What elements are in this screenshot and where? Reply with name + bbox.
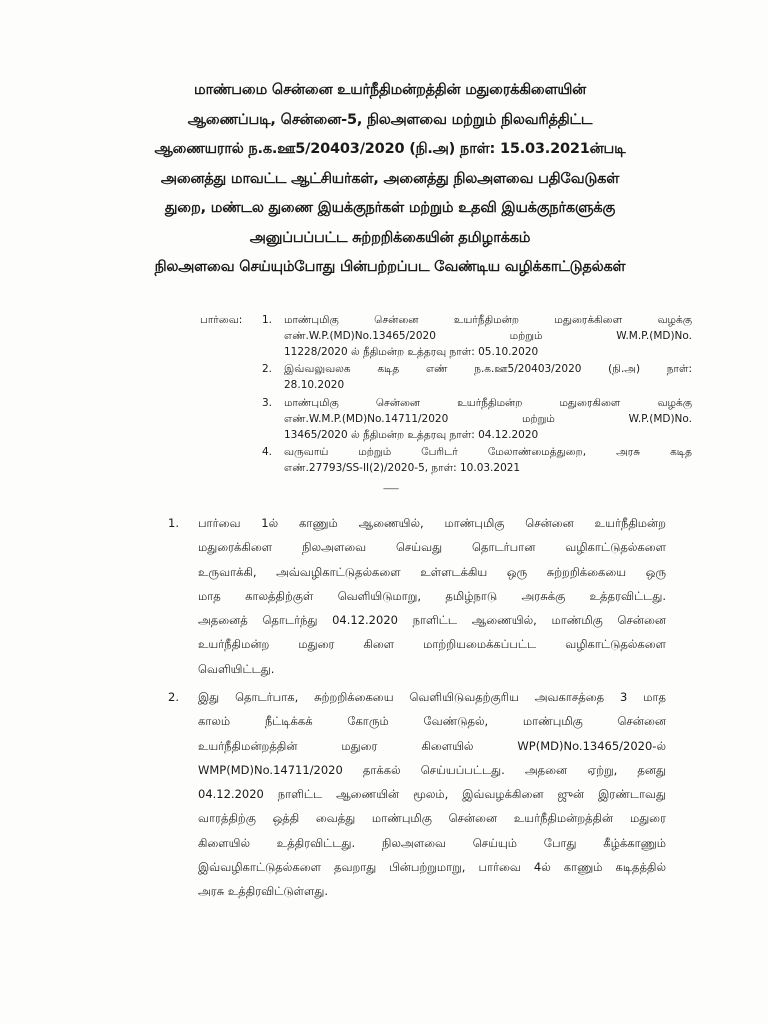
reference-line: வருவாய் மற்றும் பேரிடர் மேலாண்மைத்துறை, அரசு கடித	[284, 446, 692, 459]
reference-line: 11228/2020 ல் நீதிமன்ற உத்தரவு நாள்: 05.10.2020	[284, 345, 539, 358]
paragraph-line: காலம் நீட்டிக்கக் கோரும் வேண்டுதல், மாண்புமிகு சென்னை	[198, 714, 666, 729]
paragraph-line: பார்வை 1ல் காணும் ஆணையில், மாண்புமிகு சென்னை உயர்நீதிமன்ற	[198, 516, 666, 530]
reference-number: 3.	[262, 396, 273, 409]
reference-number: 1.	[262, 314, 273, 326]
references-list	[262, 313, 692, 479]
title-line: நிலஅளவை செய்யும்போது பின்பற்றப்பட வேண்டிய வழிக்காட்டுதல்கள்	[154, 259, 626, 275]
paragraph-line: உருவாக்கி, அவ்வழிகாட்டுதல்களை உள்ளடக்கிய ஒரு சுற்றறிக்கையை ஒரு	[198, 564, 666, 579]
title-line: ஆணைப்படி, சென்னை-5, நிலஅளவை மற்றும் நிலவரித்திட்ட	[187, 111, 593, 128]
paragraph-line: உயர்நீதிமன்றத்தின் மதுரை கிளையில் WP(MD)No.13465/2020-ல்	[198, 738, 666, 753]
document-title	[120, 76, 660, 283]
reference-line: 13465/2020 ல் நீதிமன்ற உத்தரவு நாள்: 04.12.2020	[284, 428, 539, 441]
title-line: அனுப்பப்பட்ட சுற்றறிக்கையின் தமிழாக்கம்	[249, 229, 531, 246]
title-line: துறை, மண்டல துணை இயக்குநர்கள் மற்றும் உதவி இயக்குநர்களுக்கு	[164, 200, 616, 216]
reference-number: 2.	[262, 363, 273, 376]
section-divider: --------	[383, 484, 399, 493]
reference-line: இவ்வலுவலக கடித எண் ந.க.ஊ5/20403/2020 (நி.அ) நாள்:	[284, 363, 692, 376]
paragraph-line: இது தொடர்பாக, சுற்றறிக்கையை வெளியிடுவதற்குரிய அவகாசத்தை 3 மாத	[198, 690, 666, 704]
title-line: மாண்பமை சென்னை உயர்நீதிமன்றத்தின் மதுரைக்கிளையின்	[193, 82, 587, 98]
references-label: பார்வை:	[200, 314, 243, 326]
paragraph-line: அதனைத் தொடர்ந்து 04.12.2020 நாளிட்ட ஆணையில், மாண்மிகு சென்னை	[198, 613, 666, 628]
paragraph-line: கிளையில் உத்திரவிட்டது. நிலஅளவை செய்யும் போது கீழ்க்காணும்	[198, 835, 666, 850]
reference-line: எண்.27793/SS-II(2)/2020-5, நாள்: 10.03.2021	[284, 462, 521, 475]
reference-line: எண்.W.M.P.(MD)No.14711/2020 மற்றும் W.P.(MD)No.	[284, 412, 692, 425]
title-line: அனைத்து மாவட்ட ஆட்சியர்கள், அனைத்து நிலஅளவை பதிவேடுகள்	[160, 170, 620, 187]
paragraph-number: 1.	[168, 516, 179, 530]
reference-item	[262, 396, 692, 443]
reference-line: எண்.W.P.(MD)No.13465/2020 மற்றும் W.M.P.(MD)No.	[284, 329, 692, 342]
reference-item	[262, 313, 692, 360]
paragraph-line: வாரத்திற்கு ஒத்தி வைத்து மாண்புமிகு சென்னை உயர்நீதிமன்றத்தின் மதுரை	[198, 811, 666, 826]
paragraph-line: உயர்நீதிமன்ற மதுரை கிளை மாற்றியமைக்கப்பட்ட வழிகாட்டுதல்களை	[198, 637, 666, 652]
reference-item	[262, 362, 692, 394]
paragraph-line: மாத காலத்திற்குள் வெளியிடுமாறு, தமிழ்நாடு அரசுக்கு உத்தரவிட்டது.	[198, 588, 666, 603]
paragraph-line: அரசு உத்திரவிட்டுள்ளது.	[198, 884, 329, 899]
paragraph-line: வெளியிட்டது.	[198, 661, 275, 676]
paragraph-line: மதுரைக்கிளை நிலஅளவை செய்வது தொடர்பான வழிகாட்டுதல்களை	[198, 540, 666, 555]
reference-line: 28.10.2020	[284, 379, 345, 392]
reference-number: 4.	[262, 446, 273, 459]
reference-line: மாண்புமிகு சென்னை உயர்நீதிமன்ற மதுரைக்கிளை வழக்கு	[284, 314, 692, 326]
paragraph-number: 2.	[168, 690, 179, 704]
paragraph-body	[198, 685, 666, 904]
paragraph-line: 04.12.2020 நாளிட்ட ஆணையின் மூலம், இவ்வழக்கினை ஜுன் இரண்டாவது	[198, 787, 666, 802]
paragraph-line: WMP(MD)No.14711/2020 தாக்கல் செய்யப்பட்டது. அதனை ஏற்று, தனது	[198, 762, 666, 777]
title-line: ஆணையரால் ந.க.ஊ5/20403/2020 (நி.அ) நாள்: 15.03.2021ன்படி	[154, 141, 626, 157]
reference-item	[262, 445, 692, 477]
paragraph-body	[198, 511, 666, 681]
reference-line: மாண்புமிகு சென்னை உயர்நீதிமன்ற மதுரைகிளை வழக்கு	[284, 396, 692, 409]
paragraph-line: இவ்வழிகாட்டுதல்களை தவறாது பின்பற்றுமாறு, பார்வை 4ல் காணும் கடிதத்தில்	[198, 860, 666, 875]
